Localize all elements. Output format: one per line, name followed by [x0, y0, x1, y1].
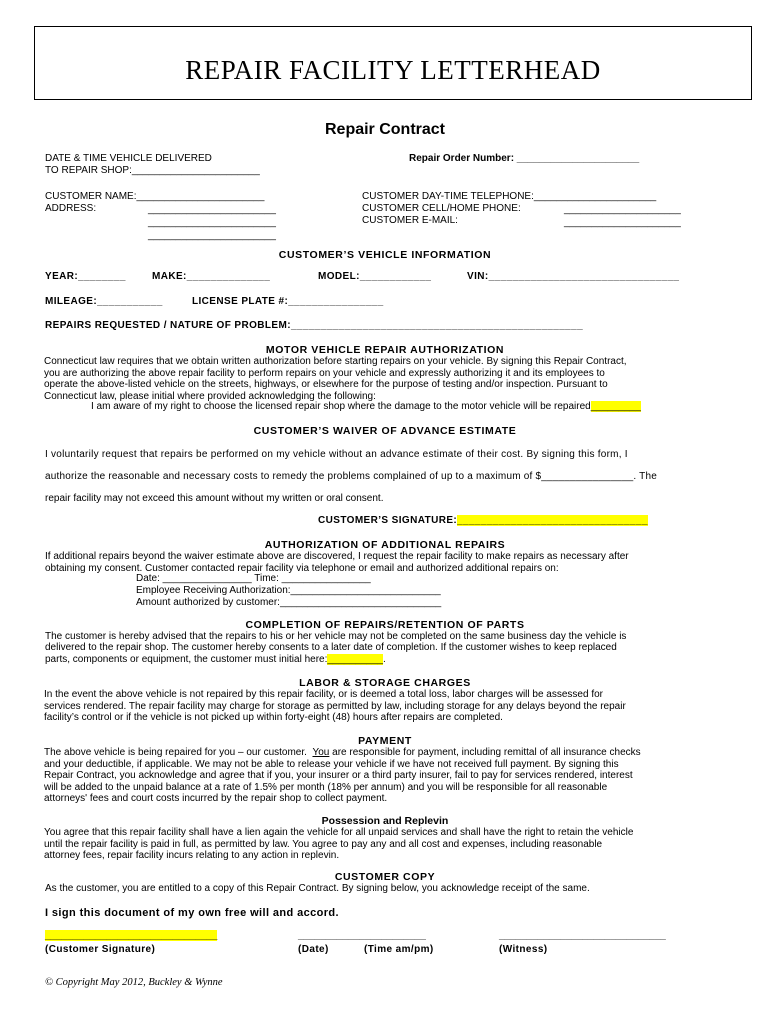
- make-field[interactable]: MAKE:______________: [152, 271, 271, 282]
- time-caption: (Time am/pm): [364, 944, 434, 955]
- authorization-line: operate the above-listed vehicle on the streets, highways, or elsewhere for the purpose of testing and/or inspection. Pursuant to: [44, 379, 608, 391]
- page-title: Repair Contract: [324, 121, 446, 138]
- repair-shop-initial-field[interactable]: _________: [590, 401, 641, 412]
- address-line-2[interactable]: _______________________: [148, 217, 276, 228]
- authorization-line: Connecticut law, please initial where provided acknowledging the following:: [44, 390, 376, 402]
- authorization-line: you are authorizing the above repair facility to perform repairs on your vehicle and expressly authorizing it and its employees to: [44, 367, 605, 379]
- address-line-3[interactable]: _______________________: [148, 230, 276, 241]
- completion-line-1: The customer is hereby advised that the repairs to his or her vehicle may not be completed on the same business day the vehicle is: [45, 631, 627, 642]
- to-repair-shop-field[interactable]: TO REPAIR SHOP:_______________________: [45, 165, 260, 176]
- repair-shop-choice-line: [91, 401, 641, 412]
- model-field[interactable]: MODEL:____________: [318, 271, 432, 282]
- cell-phone-label: CUSTOMER CELL/HOME PHONE:: [362, 203, 521, 214]
- labor-storage-heading: LABOR & STORAGE CHARGES: [299, 677, 471, 689]
- repair-order-field[interactable]: Repair Order Number: ______________________: [409, 153, 640, 164]
- waiver-line-2[interactable]: authorize the reasonable and necessary costs to remedy the problems complained of up to a maximum of $________________. The: [45, 471, 658, 482]
- employee-authorization-field[interactable]: Employee Receiving Authorization:___________________________: [136, 585, 441, 596]
- date-line[interactable]: _______________________: [298, 930, 426, 941]
- authorization-paragraph: [44, 356, 734, 402]
- completion-line-3: [45, 654, 386, 665]
- authorization-line: Connecticut law requires that we obtain written authorization before starting repairs on your vehicle. By signing this Repair Contract,: [44, 356, 627, 367]
- customer-copy-text: As the customer, you are entitled to a copy of this Repair Contract. By signing below, you acknowledge receipt of the same.: [45, 883, 590, 894]
- waiver-line-1: I voluntarily request that repairs be performed on my vehicle without an advance estimate of their cost. By signing this form, I: [45, 449, 628, 460]
- parts-initial-field[interactable]: __________: [327, 654, 383, 665]
- customer-name-field[interactable]: CUSTOMER NAME:_______________________: [45, 191, 265, 202]
- free-will-statement: I sign this document of my own free will and accord.: [45, 907, 340, 919]
- witness-line[interactable]: ______________________________: [499, 930, 666, 941]
- repair-shop-choice-text: I am aware of my right to choose the licensed repair shop where the damage to the motor vehicle will be repaired: [91, 401, 591, 412]
- repairs-requested-field[interactable]: REPAIRS REQUESTED / NATURE OF PROBLEM:_________________________________________________: [45, 320, 584, 331]
- customer-signature-line[interactable]: _______________________________: [45, 930, 218, 941]
- customer-copy-heading: CUSTOMER COPY: [334, 871, 436, 883]
- additional-line-1: If additional repairs beyond the waiver estimate above are discovered, I request the repair facility to make repairs as necessary after: [45, 551, 629, 562]
- cell-phone-line[interactable]: _____________________: [564, 204, 681, 215]
- witness-caption: (Witness): [499, 944, 548, 955]
- waiver-heading: CUSTOMER’S WAIVER OF ADVANCE ESTIMATE: [253, 425, 517, 437]
- replevin-paragraph: [44, 827, 734, 862]
- payment-line-first: [44, 747, 734, 759]
- replevin-line: You agree that this repair facility shall have a lien again the vehicle for all unpaid services and shall have the right to retain the vehicle: [44, 827, 634, 838]
- payment-line: Repair Contract, you acknowledge and agree that if you, your insurer or a third party insurer, fail to pay for services rendered, interest: [44, 770, 633, 782]
- date-delivered-label: DATE & TIME VEHICLE DELIVERED: [45, 153, 212, 164]
- replevin-heading: Possession and Replevin: [321, 815, 449, 827]
- parts-initial-period: .: [382, 654, 386, 665]
- labor-line: In the event the above vehicle is not repaired by this repair facility, or is deemed a total loss, labor charges will be assessed for: [44, 689, 603, 700]
- year-field[interactable]: YEAR:________: [45, 271, 126, 282]
- payment-line: and your deductible, if applicable. We may not be able to release your vehicle if we have not received full payment. By signing this: [44, 758, 619, 770]
- payment-text: are responsible for payment, including remittal of all insurance checks: [329, 747, 641, 758]
- copyright-notice: © Copyright May 2012, Buckley & Wynne: [45, 977, 223, 988]
- additional-line-2: obtaining my consent. Customer contacted repair facility via telephone or email and authorized additional repairs on:: [45, 563, 559, 574]
- payment-line: will be added to the unpaid balance at a rate of 1.5% per month (18% per annum) and you will be responsible for all reasonable: [44, 781, 608, 793]
- license-plate-field[interactable]: LICENSE PLATE #:________________: [192, 296, 384, 307]
- completion-heading: COMPLETION OF REPAIRS/RETENTION OF PARTS: [245, 619, 525, 631]
- vehicle-info-heading: CUSTOMER’S VEHICLE INFORMATION: [278, 249, 492, 261]
- amount-authorized-field[interactable]: Amount authorized by customer:_____________________________: [136, 597, 442, 608]
- customer-signature-label: CUSTOMER’S SIGNATURE:: [318, 515, 458, 526]
- date-caption: (Date): [298, 944, 329, 955]
- labor-line: facility’s control or if the vehicle is not picked up within forty-eight (48) hours after repairs are completed.: [44, 712, 503, 724]
- waiver-line-3: repair facility may not exceed this amount without my written or oral consent.: [45, 493, 384, 504]
- customer-signature-field[interactable]: ________________________________: [457, 515, 648, 526]
- email-label: CUSTOMER E-MAIL:: [362, 215, 458, 226]
- email-line[interactable]: _____________________: [564, 217, 681, 228]
- address-label: ADDRESS:: [45, 203, 97, 214]
- completion-line-2: delivered to the repair shop. The customer hereby consents to a later date of completion. If the customer wishes to keep replaced: [45, 642, 617, 653]
- replevin-line: attorney fees, repair facility incurs relating to any action in replevin.: [44, 850, 340, 862]
- replevin-line: until the repair facility is paid in full, as permitted by law. You agree to pay any and all cost and expenses, including reasonable: [44, 838, 603, 850]
- customer-signature-row: [318, 515, 648, 526]
- labor-paragraph: [44, 689, 734, 724]
- letterhead-box: [34, 26, 752, 100]
- address-line-1[interactable]: _______________________: [148, 204, 276, 215]
- payment-emphasis: You: [312, 747, 330, 758]
- authorization-heading: MOTOR VEHICLE REPAIR AUTHORIZATION: [265, 344, 505, 356]
- payment-paragraph: [44, 747, 734, 805]
- additional-repairs-heading: AUTHORIZATION OF ADDITIONAL REPAIRS: [264, 539, 506, 551]
- labor-line: services rendered. The repair facility may charge for storage as permitted by law, including storage for any delays beyond the repair: [44, 700, 626, 712]
- day-phone-field[interactable]: CUSTOMER DAY-TIME TELEPHONE:______________________: [362, 191, 657, 202]
- date-time-field[interactable]: Date: ________________ Time: ________________: [136, 573, 371, 584]
- payment-heading: PAYMENT: [358, 735, 412, 747]
- payment-line: attorneys' fees and court costs incurred by the repair shop to collect payment.: [44, 793, 388, 805]
- mileage-field[interactable]: MILEAGE:___________: [45, 296, 163, 307]
- payment-text: The above vehicle is being repaired for you – our customer.: [44, 747, 313, 758]
- vin-field[interactable]: VIN:________________________________: [467, 271, 680, 282]
- parts-initial-text: parts, components or equipment, the customer must initial here:: [45, 654, 328, 665]
- customer-signature-caption: (Customer Signature): [45, 944, 156, 955]
- letterhead-title: REPAIR FACILITY LETTERHEAD: [185, 55, 601, 85]
